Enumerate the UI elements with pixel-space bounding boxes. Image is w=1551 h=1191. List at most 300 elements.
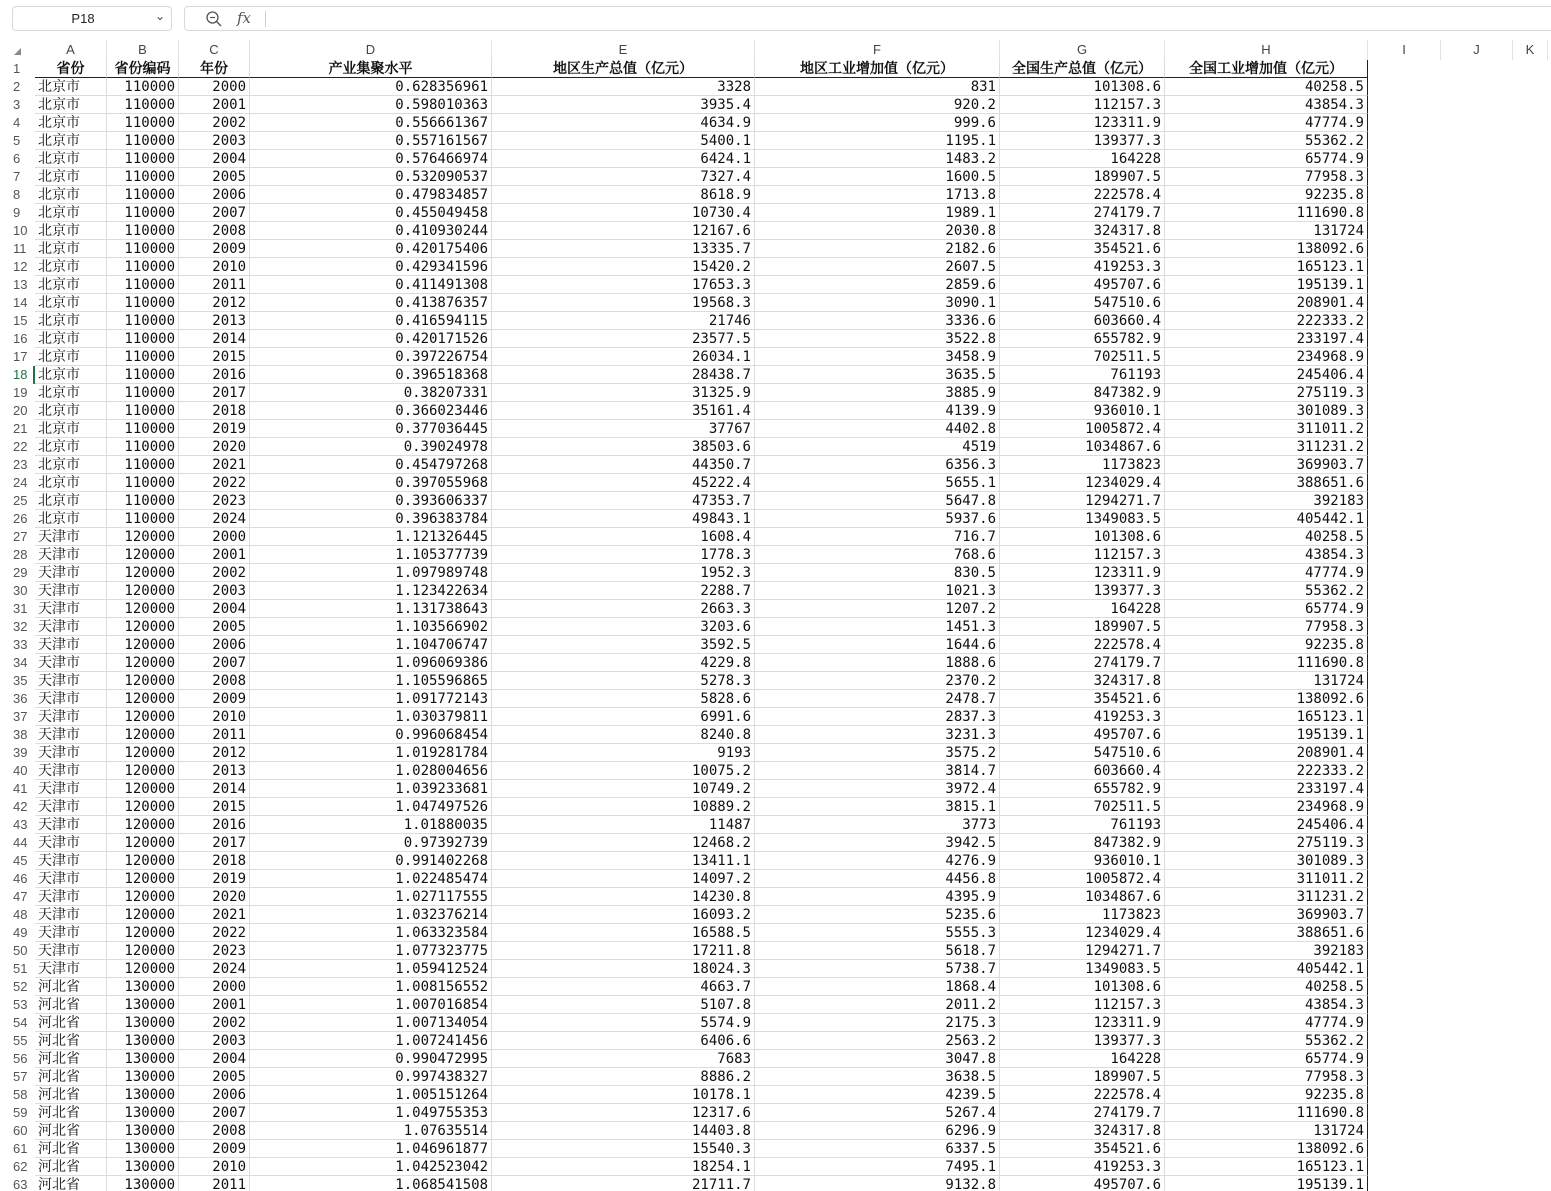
- cell[interactable]: 10075.2: [492, 762, 755, 780]
- cell[interactable]: 195139.1: [1165, 1176, 1368, 1191]
- cell[interactable]: 6296.9: [755, 1122, 1000, 1140]
- cell[interactable]: 120000: [107, 708, 179, 726]
- cell[interactable]: 21711.7: [492, 1176, 755, 1191]
- cell[interactable]: 2011: [179, 276, 250, 294]
- cell[interactable]: 165123.1: [1165, 708, 1368, 726]
- cell[interactable]: 6424.1: [492, 150, 755, 168]
- cell[interactable]: 2009: [179, 690, 250, 708]
- row-header[interactable]: 18: [0, 366, 35, 384]
- row-header[interactable]: 32: [13, 619, 28, 634]
- cell[interactable]: 164228: [1000, 600, 1165, 618]
- cell[interactable]: 603660.4: [1000, 762, 1165, 780]
- column-header-d[interactable]: D: [250, 40, 492, 60]
- cell[interactable]: 2021: [179, 906, 250, 924]
- cell[interactable]: 2007: [179, 1104, 250, 1122]
- cell[interactable]: 110000: [107, 276, 179, 294]
- cell[interactable]: 110000: [107, 438, 179, 456]
- cell[interactable]: 0.991402268: [250, 852, 492, 870]
- cell[interactable]: 北京市: [35, 420, 107, 438]
- cell[interactable]: 120000: [107, 654, 179, 672]
- cell[interactable]: 245406.4: [1165, 366, 1368, 384]
- cell[interactable]: 6337.5: [755, 1140, 1000, 1158]
- cell[interactable]: 2013: [179, 762, 250, 780]
- cell[interactable]: 2000: [179, 528, 250, 546]
- cell[interactable]: 47774.9: [1165, 1014, 1368, 1032]
- cell[interactable]: 4634.9: [492, 114, 755, 132]
- cell[interactable]: 130000: [107, 1140, 179, 1158]
- row-header[interactable]: 46: [13, 871, 28, 886]
- cell[interactable]: 17653.3: [492, 276, 755, 294]
- row-header[interactable]: 61: [13, 1141, 28, 1156]
- row-header[interactable]: 7: [13, 169, 21, 184]
- cell[interactable]: 1.030379811: [250, 708, 492, 726]
- cell[interactable]: 131724: [1165, 1122, 1368, 1140]
- row-header[interactable]: 19: [13, 385, 28, 400]
- cell[interactable]: 110000: [107, 474, 179, 492]
- cell[interactable]: 369903.7: [1165, 906, 1368, 924]
- cell[interactable]: 1.121326445: [250, 528, 492, 546]
- cell[interactable]: 北京市: [35, 474, 107, 492]
- cell[interactable]: 495707.6: [1000, 276, 1165, 294]
- row-header[interactable]: 35: [13, 673, 28, 688]
- row-header[interactable]: 5: [13, 133, 21, 148]
- row-header[interactable]: 44: [13, 835, 28, 850]
- row-header[interactable]: 10: [13, 223, 28, 238]
- cell[interactable]: 2182.6: [755, 240, 1000, 258]
- cell[interactable]: 274179.7: [1000, 654, 1165, 672]
- cell[interactable]: 77958.3: [1165, 618, 1368, 636]
- cell[interactable]: 2015: [179, 798, 250, 816]
- cell[interactable]: 233197.4: [1165, 780, 1368, 798]
- row-header[interactable]: 21: [13, 421, 28, 436]
- cell[interactable]: 河北省: [35, 1140, 107, 1158]
- cell[interactable]: 120000: [107, 600, 179, 618]
- cell[interactable]: 120000: [107, 960, 179, 978]
- function-icon[interactable]: fx: [237, 9, 252, 27]
- cell[interactable]: 2012: [179, 744, 250, 762]
- cell[interactable]: 天津市: [35, 546, 107, 564]
- cell[interactable]: 111690.8: [1165, 204, 1368, 222]
- cell[interactable]: 天津市: [35, 726, 107, 744]
- cell[interactable]: 2007: [179, 204, 250, 222]
- row-header[interactable]: 53: [13, 997, 28, 1012]
- cell[interactable]: 120000: [107, 852, 179, 870]
- cell[interactable]: 天津市: [35, 924, 107, 942]
- cell[interactable]: 天津市: [35, 672, 107, 690]
- cell[interactable]: 65774.9: [1165, 150, 1368, 168]
- cell[interactable]: 189907.5: [1000, 1068, 1165, 1086]
- cell[interactable]: 92235.8: [1165, 636, 1368, 654]
- cell[interactable]: 301089.3: [1165, 852, 1368, 870]
- cell[interactable]: 2019: [179, 420, 250, 438]
- cell[interactable]: 120000: [107, 834, 179, 852]
- cell[interactable]: 1.039233681: [250, 780, 492, 798]
- cell[interactable]: 0.420175406: [250, 240, 492, 258]
- cell[interactable]: 2859.6: [755, 276, 1000, 294]
- cell[interactable]: 120000: [107, 564, 179, 582]
- column-header-i[interactable]: I: [1368, 40, 1441, 60]
- cell[interactable]: 1.123422634: [250, 582, 492, 600]
- cell[interactable]: 12468.2: [492, 834, 755, 852]
- cell[interactable]: 3942.5: [755, 834, 1000, 852]
- cell[interactable]: 2175.3: [755, 1014, 1000, 1032]
- cell[interactable]: 131724: [1165, 222, 1368, 240]
- row-header[interactable]: 11: [13, 241, 27, 256]
- cell[interactable]: 北京市: [35, 294, 107, 312]
- cell[interactable]: 1005872.4: [1000, 870, 1165, 888]
- cell[interactable]: 3935.4: [492, 96, 755, 114]
- cell[interactable]: 120000: [107, 870, 179, 888]
- cell[interactable]: 0.416594115: [250, 312, 492, 330]
- row-header[interactable]: 40: [13, 763, 28, 778]
- cell[interactable]: 120000: [107, 816, 179, 834]
- cell[interactable]: 21746: [492, 312, 755, 330]
- cell[interactable]: 936010.1: [1000, 852, 1165, 870]
- cell[interactable]: 河北省: [35, 1050, 107, 1068]
- cell[interactable]: 716.7: [755, 528, 1000, 546]
- cell[interactable]: 北京市: [35, 78, 107, 96]
- cell[interactable]: 110000: [107, 114, 179, 132]
- row-header[interactable]: 12: [13, 259, 28, 274]
- cell[interactable]: 2007: [179, 654, 250, 672]
- cell[interactable]: 1005872.4: [1000, 420, 1165, 438]
- cell[interactable]: 165123.1: [1165, 1158, 1368, 1176]
- cell[interactable]: 天津市: [35, 636, 107, 654]
- cell[interactable]: 2002: [179, 564, 250, 582]
- cell[interactable]: 120000: [107, 924, 179, 942]
- cell[interactable]: 2005: [179, 1068, 250, 1086]
- cell[interactable]: 北京市: [35, 114, 107, 132]
- cell[interactable]: 123311.9: [1000, 114, 1165, 132]
- cell[interactable]: 2013: [179, 312, 250, 330]
- cell[interactable]: 2001: [179, 546, 250, 564]
- cell[interactable]: 2020: [179, 438, 250, 456]
- cell[interactable]: 120000: [107, 906, 179, 924]
- cell[interactable]: 6356.3: [755, 456, 1000, 474]
- cell[interactable]: 301089.3: [1165, 402, 1368, 420]
- cell[interactable]: 2004: [179, 150, 250, 168]
- cell[interactable]: 2001: [179, 96, 250, 114]
- cell[interactable]: 5107.8: [492, 996, 755, 1014]
- cell[interactable]: 92235.8: [1165, 1086, 1368, 1104]
- cell[interactable]: 河北省: [35, 1068, 107, 1086]
- cell[interactable]: 1.103566902: [250, 618, 492, 636]
- cell[interactable]: 130000: [107, 1176, 179, 1191]
- row-header[interactable]: 4: [13, 115, 21, 130]
- cell[interactable]: 北京市: [35, 222, 107, 240]
- cell[interactable]: 120000: [107, 744, 179, 762]
- header-cell[interactable]: 全国生产总值（亿元）: [1000, 60, 1165, 78]
- cell[interactable]: 419253.3: [1000, 1158, 1165, 1176]
- cell[interactable]: 1.047497526: [250, 798, 492, 816]
- cell[interactable]: 0.38207331: [250, 384, 492, 402]
- cell[interactable]: 4402.8: [755, 420, 1000, 438]
- chevron-down-icon[interactable]: ⌄: [154, 9, 165, 23]
- cell[interactable]: 6406.6: [492, 1032, 755, 1050]
- cell[interactable]: 4239.5: [755, 1086, 1000, 1104]
- cell[interactable]: 天津市: [35, 834, 107, 852]
- cell[interactable]: 1.022485474: [250, 870, 492, 888]
- cell[interactable]: 0.377036445: [250, 420, 492, 438]
- row-header[interactable]: 42: [13, 799, 28, 814]
- cell[interactable]: 0.411491308: [250, 276, 492, 294]
- cell[interactable]: 110000: [107, 204, 179, 222]
- cell[interactable]: 16093.2: [492, 906, 755, 924]
- cell[interactable]: 761193: [1000, 816, 1165, 834]
- cell[interactable]: 3815.1: [755, 798, 1000, 816]
- cell[interactable]: 311231.2: [1165, 888, 1368, 906]
- cell[interactable]: 130000: [107, 1014, 179, 1032]
- cell[interactable]: 275119.3: [1165, 834, 1368, 852]
- cell[interactable]: 北京市: [35, 366, 107, 384]
- cell[interactable]: 6991.6: [492, 708, 755, 726]
- cell[interactable]: 11487: [492, 816, 755, 834]
- cell[interactable]: 139377.3: [1000, 132, 1165, 150]
- cell[interactable]: 12317.6: [492, 1104, 755, 1122]
- row-header[interactable]: 60: [13, 1123, 28, 1138]
- cell[interactable]: 河北省: [35, 1104, 107, 1122]
- cell[interactable]: 天津市: [35, 618, 107, 636]
- row-header[interactable]: 13: [13, 277, 28, 292]
- cell[interactable]: 12167.6: [492, 222, 755, 240]
- cell[interactable]: 55362.2: [1165, 132, 1368, 150]
- cell[interactable]: 2010: [179, 708, 250, 726]
- cell[interactable]: 5235.6: [755, 906, 1000, 924]
- cell[interactable]: 111690.8: [1165, 654, 1368, 672]
- cell[interactable]: 120000: [107, 942, 179, 960]
- row-header[interactable]: 30: [13, 583, 28, 598]
- cell[interactable]: 110000: [107, 330, 179, 348]
- cell[interactable]: 2022: [179, 474, 250, 492]
- cell[interactable]: 0.397226754: [250, 348, 492, 366]
- row-header[interactable]: 47: [13, 889, 28, 904]
- cell[interactable]: 222578.4: [1000, 636, 1165, 654]
- cell[interactable]: 2478.7: [755, 690, 1000, 708]
- cell[interactable]: 2000: [179, 978, 250, 996]
- row-header[interactable]: 20: [13, 403, 28, 418]
- cell[interactable]: 2024: [179, 960, 250, 978]
- cell[interactable]: 702511.5: [1000, 798, 1165, 816]
- cell[interactable]: 0.532090537: [250, 168, 492, 186]
- cell[interactable]: 999.6: [755, 114, 1000, 132]
- cell[interactable]: 2023: [179, 942, 250, 960]
- row-header[interactable]: 45: [13, 853, 28, 868]
- cell[interactable]: 2000: [179, 78, 250, 96]
- cell[interactable]: 8618.9: [492, 186, 755, 204]
- cell[interactable]: 5267.4: [755, 1104, 1000, 1122]
- cell[interactable]: 9193: [492, 744, 755, 762]
- cell[interactable]: 15420.2: [492, 258, 755, 276]
- row-header[interactable]: 52: [13, 979, 28, 994]
- cell[interactable]: 天津市: [35, 816, 107, 834]
- cell[interactable]: 110000: [107, 366, 179, 384]
- cell[interactable]: 110000: [107, 420, 179, 438]
- cell[interactable]: 4276.9: [755, 852, 1000, 870]
- cell[interactable]: 2006: [179, 186, 250, 204]
- cell[interactable]: 222578.4: [1000, 186, 1165, 204]
- cell[interactable]: 天津市: [35, 744, 107, 762]
- row-header[interactable]: 54: [13, 1015, 28, 1030]
- row-header[interactable]: 14: [13, 295, 28, 310]
- select-all-corner[interactable]: [0, 40, 35, 60]
- column-header-h[interactable]: H: [1165, 40, 1368, 60]
- cell[interactable]: 2009: [179, 240, 250, 258]
- cell[interactable]: 120000: [107, 636, 179, 654]
- cell[interactable]: 110000: [107, 222, 179, 240]
- cell[interactable]: 北京市: [35, 330, 107, 348]
- cell[interactable]: 0.556661367: [250, 114, 492, 132]
- cell[interactable]: 195139.1: [1165, 726, 1368, 744]
- cell[interactable]: 139377.3: [1000, 582, 1165, 600]
- cell[interactable]: 2016: [179, 816, 250, 834]
- cell[interactable]: 1.131738643: [250, 600, 492, 618]
- cell[interactable]: 55362.2: [1165, 1032, 1368, 1050]
- cell[interactable]: 2010: [179, 258, 250, 276]
- row-header[interactable]: 31: [13, 601, 28, 616]
- row-header[interactable]: 24: [13, 475, 28, 490]
- header-cell[interactable]: 产业集聚水平: [250, 60, 492, 78]
- header-cell[interactable]: 省份编码: [107, 60, 179, 78]
- cell[interactable]: 354521.6: [1000, 240, 1165, 258]
- cell[interactable]: 120000: [107, 582, 179, 600]
- cell[interactable]: 5278.3: [492, 672, 755, 690]
- cell[interactable]: 10178.1: [492, 1086, 755, 1104]
- cell[interactable]: 2009: [179, 1140, 250, 1158]
- cell[interactable]: 北京市: [35, 312, 107, 330]
- cell[interactable]: 北京市: [35, 240, 107, 258]
- cell[interactable]: 北京市: [35, 510, 107, 528]
- cell[interactable]: 2018: [179, 402, 250, 420]
- cell[interactable]: 1989.1: [755, 204, 1000, 222]
- cell[interactable]: 16588.5: [492, 924, 755, 942]
- cell[interactable]: 15540.3: [492, 1140, 755, 1158]
- cell[interactable]: 120000: [107, 690, 179, 708]
- cell[interactable]: 北京市: [35, 492, 107, 510]
- cell[interactable]: 5618.7: [755, 942, 1000, 960]
- cell[interactable]: 101308.6: [1000, 78, 1165, 96]
- cell[interactable]: 2008: [179, 1122, 250, 1140]
- cell[interactable]: 5555.3: [755, 924, 1000, 942]
- cell[interactable]: 120000: [107, 528, 179, 546]
- cell[interactable]: 8240.8: [492, 726, 755, 744]
- cell[interactable]: 847382.9: [1000, 834, 1165, 852]
- cell[interactable]: 2019: [179, 870, 250, 888]
- cell[interactable]: 65774.9: [1165, 600, 1368, 618]
- cell[interactable]: 101308.6: [1000, 528, 1165, 546]
- cell[interactable]: 2011: [179, 1176, 250, 1191]
- cell[interactable]: 110000: [107, 240, 179, 258]
- cell[interactable]: 10889.2: [492, 798, 755, 816]
- cell[interactable]: 1.105596865: [250, 672, 492, 690]
- cell[interactable]: 112157.3: [1000, 996, 1165, 1014]
- cell[interactable]: 8886.2: [492, 1068, 755, 1086]
- cell[interactable]: 1868.4: [755, 978, 1000, 996]
- cell[interactable]: 18024.3: [492, 960, 755, 978]
- cell[interactable]: 1173823: [1000, 456, 1165, 474]
- cell[interactable]: 195139.1: [1165, 276, 1368, 294]
- cell[interactable]: 3328: [492, 78, 755, 96]
- cell[interactable]: 天津市: [35, 582, 107, 600]
- cell[interactable]: 138092.6: [1165, 240, 1368, 258]
- cell[interactable]: 1713.8: [755, 186, 1000, 204]
- cell[interactable]: 110000: [107, 78, 179, 96]
- cell[interactable]: 768.6: [755, 546, 1000, 564]
- cell[interactable]: 19568.3: [492, 294, 755, 312]
- header-cell[interactable]: 地区生产总值（亿元）: [492, 60, 755, 78]
- cell[interactable]: 河北省: [35, 1086, 107, 1104]
- cell[interactable]: 37767: [492, 420, 755, 438]
- cell[interactable]: 130000: [107, 1050, 179, 1068]
- cell[interactable]: 4395.9: [755, 888, 1000, 906]
- cell[interactable]: 7327.4: [492, 168, 755, 186]
- row-header[interactable]: 22: [13, 439, 28, 454]
- row-header[interactable]: 2: [13, 79, 21, 94]
- cell[interactable]: 2002: [179, 114, 250, 132]
- cell[interactable]: 0.39024978: [250, 438, 492, 456]
- cell[interactable]: 1952.3: [492, 564, 755, 582]
- cell[interactable]: 189907.5: [1000, 618, 1165, 636]
- cell[interactable]: 1451.3: [755, 618, 1000, 636]
- cell[interactable]: 547510.6: [1000, 294, 1165, 312]
- cell[interactable]: 120000: [107, 726, 179, 744]
- formula-input[interactable]: [273, 7, 1551, 32]
- cell[interactable]: 1.008156552: [250, 978, 492, 996]
- cell[interactable]: 河北省: [35, 1158, 107, 1176]
- row-header[interactable]: 63: [13, 1177, 28, 1191]
- cell[interactable]: 419253.3: [1000, 258, 1165, 276]
- row-header[interactable]: 15: [13, 313, 28, 328]
- cell[interactable]: 3231.3: [755, 726, 1000, 744]
- cell[interactable]: 2014: [179, 780, 250, 798]
- cell[interactable]: 831: [755, 78, 1000, 96]
- cell[interactable]: 495707.6: [1000, 726, 1165, 744]
- header-cell[interactable]: 地区工业增加值（亿元）: [755, 60, 1000, 78]
- cell[interactable]: 天津市: [35, 600, 107, 618]
- cell[interactable]: 354521.6: [1000, 1140, 1165, 1158]
- cell[interactable]: 208901.4: [1165, 744, 1368, 762]
- cell[interactable]: 2024: [179, 510, 250, 528]
- cell[interactable]: 18254.1: [492, 1158, 755, 1176]
- row-header[interactable]: 16: [13, 331, 28, 346]
- column-header-j[interactable]: J: [1441, 40, 1513, 60]
- cell[interactable]: 3047.8: [755, 1050, 1000, 1068]
- cell[interactable]: 1.019281784: [250, 744, 492, 762]
- cell[interactable]: 北京市: [35, 150, 107, 168]
- cell[interactable]: 天津市: [35, 906, 107, 924]
- cell[interactable]: 1.01880035: [250, 816, 492, 834]
- cell[interactable]: 3773: [755, 816, 1000, 834]
- row-header[interactable]: 6: [13, 151, 21, 166]
- cell[interactable]: 655782.9: [1000, 330, 1165, 348]
- cell[interactable]: 2022: [179, 924, 250, 942]
- cell[interactable]: 0.420171526: [250, 330, 492, 348]
- row-header[interactable]: 3: [13, 97, 21, 112]
- cell[interactable]: 110000: [107, 348, 179, 366]
- cell[interactable]: 1608.4: [492, 528, 755, 546]
- cell[interactable]: 43854.3: [1165, 996, 1368, 1014]
- cell[interactable]: 38503.6: [492, 438, 755, 456]
- cell[interactable]: 603660.4: [1000, 312, 1165, 330]
- cell[interactable]: 北京市: [35, 258, 107, 276]
- row-header[interactable]: 17: [13, 349, 28, 364]
- cell[interactable]: 1.096069386: [250, 654, 492, 672]
- cell[interactable]: 5647.8: [755, 492, 1000, 510]
- cell[interactable]: 北京市: [35, 348, 107, 366]
- row-header[interactable]: 58: [13, 1087, 28, 1102]
- cell[interactable]: 1021.3: [755, 582, 1000, 600]
- cell[interactable]: 3203.6: [492, 618, 755, 636]
- cell[interactable]: 245406.4: [1165, 816, 1368, 834]
